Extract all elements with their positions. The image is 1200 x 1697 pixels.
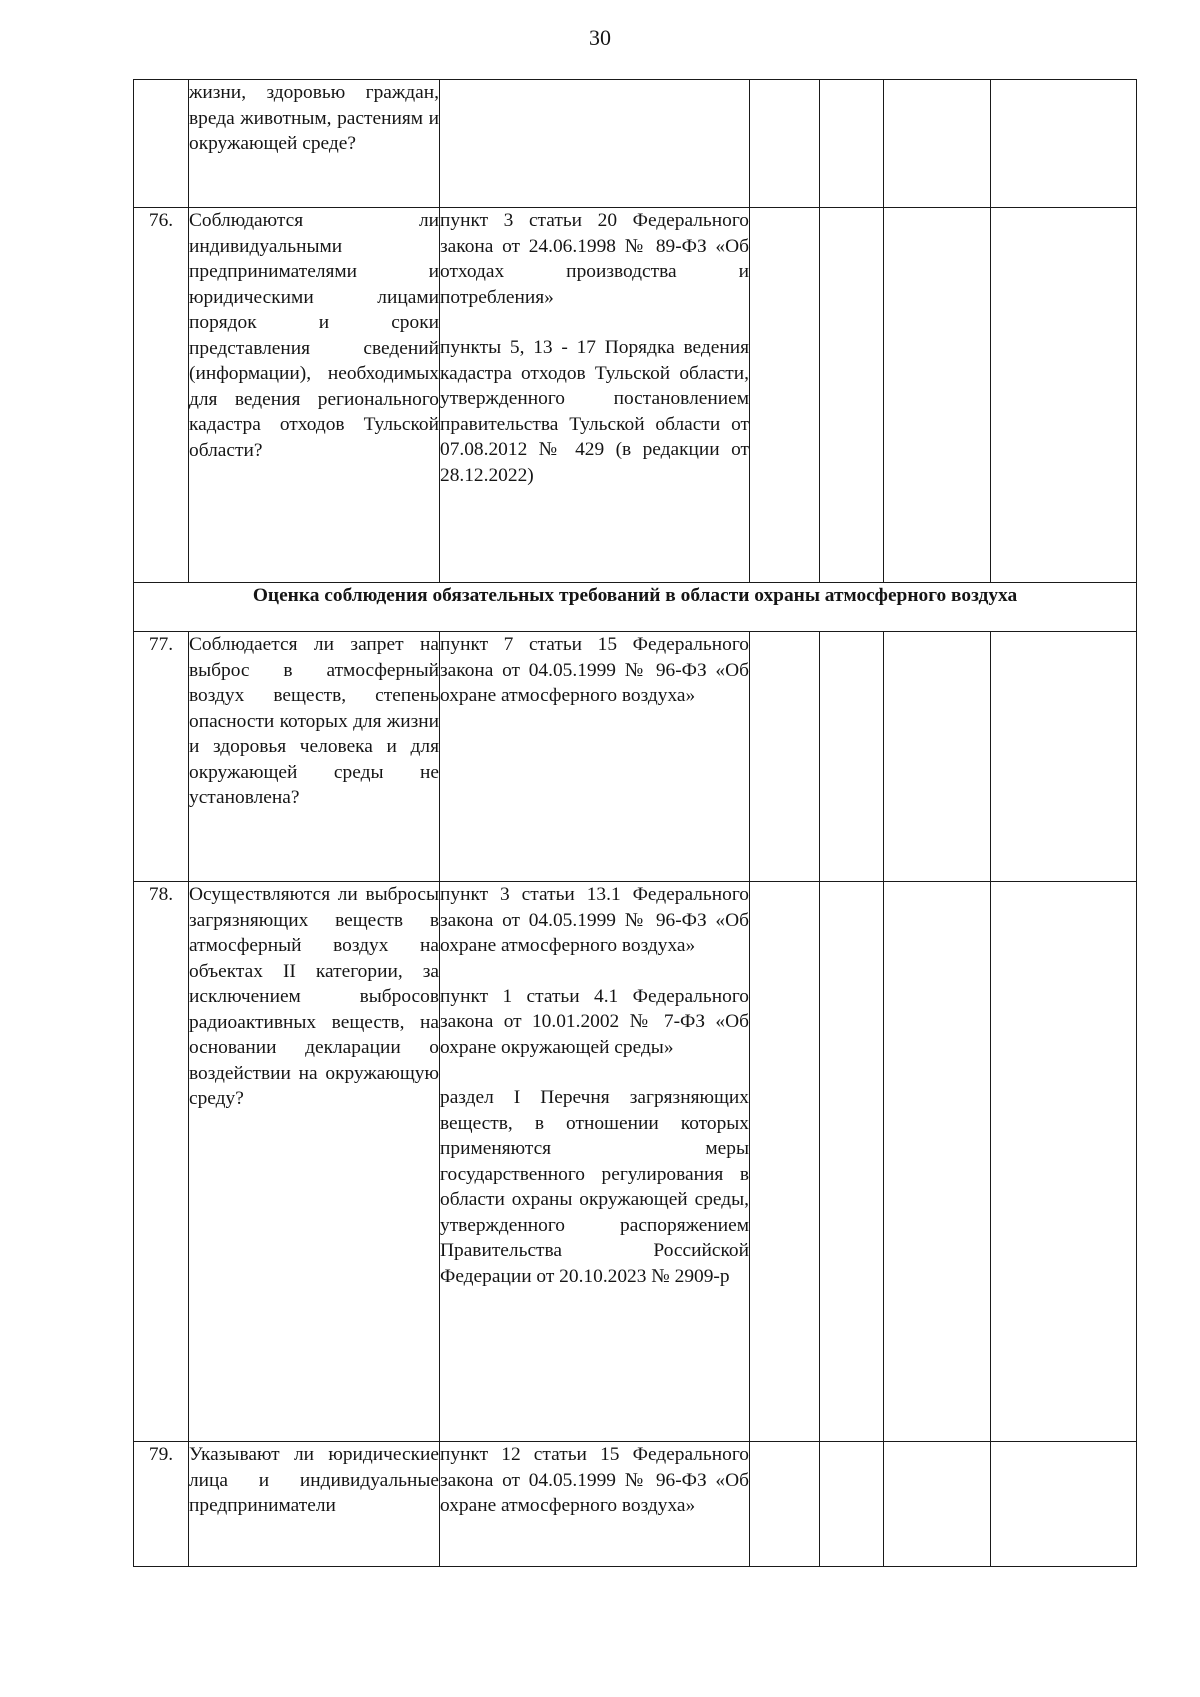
answer-yes-cell — [750, 882, 820, 1442]
reference-cell — [440, 1442, 750, 1567]
answer-no-cell — [820, 208, 884, 583]
answer-yes-cell — [750, 208, 820, 583]
note-cell — [991, 632, 1137, 882]
reference-text: пункт 3 статьи 20 Федерального закона от 24.06.1998 № 89-ФЗ «Об отходах производства и потребления» — [440, 210, 749, 308]
not-applicable-cell — [884, 208, 991, 583]
checklist-table — [133, 79, 1137, 1567]
note-cell — [991, 80, 1137, 208]
row-number: 78. — [134, 882, 189, 1442]
reference-cell — [440, 632, 750, 882]
not-applicable-cell — [884, 1442, 991, 1567]
reference-cell — [440, 208, 750, 583]
table-row — [134, 1442, 1137, 1567]
reference-text: пункт 7 статьи 15 Федерального закона от 04.05.1999 № 96-ФЗ «Об охране атмосферного воздуха» — [440, 634, 749, 706]
reference-text: пункты 5, 13 - 17 Порядка ведения кадастра отходов Тульской области, утвержденного постановлением правительства Тульской области от 07.08.2012 № 429 (в редакции от 28.12.2022) — [440, 337, 749, 486]
answer-yes-cell — [750, 632, 820, 882]
question-cell: Осуществляются ли выбросы загрязняющих веществ в атмосферный воздух на объектах II категории, за исключением выбросов радиоактивных веществ, на основании декларации о воздействии на окружающую среду? — [189, 882, 440, 1442]
not-applicable-cell — [884, 80, 991, 208]
answer-no-cell — [820, 632, 884, 882]
section-title: Оценка соблюдения обязательных требований в области охраны атмосферного воздуха — [134, 583, 1137, 632]
question-cell: Соблюдается ли запрет на выброс в атмосферный воздух веществ, степень опасности которых для жизни и здоровья человека и для окружающей среды не установлена? — [189, 632, 440, 882]
note-cell — [991, 208, 1137, 583]
not-applicable-cell — [884, 882, 991, 1442]
not-applicable-cell — [884, 632, 991, 882]
question-cell: Указывают ли юридические лица и индивидуальные предприниматели — [189, 1442, 440, 1567]
reference-text: пункт 1 статьи 4.1 Федерального закона от 10.01.2002 № 7-ФЗ «Об охране окружающей среды» — [440, 985, 749, 1058]
table-row — [134, 208, 1137, 583]
answer-no-cell — [820, 80, 884, 208]
row-number — [134, 80, 189, 208]
note-cell — [991, 882, 1137, 1442]
reference-text: пункт 12 статьи 15 Федерального закона от 04.05.1999 № 96-ФЗ «Об охране атмосферного воздуха» — [440, 1444, 749, 1516]
table-row — [134, 632, 1137, 882]
answer-yes-cell — [750, 1442, 820, 1567]
reference-cell — [440, 80, 750, 208]
reference-text: пункт 3 статьи 13.1 Федерального закона от 04.05.1999 № 96-ФЗ «Об охране атмосферного воздуха» — [440, 884, 749, 956]
reference-cell — [440, 882, 750, 1442]
row-number: 76. — [134, 208, 189, 583]
answer-no-cell — [820, 1442, 884, 1567]
table-row — [134, 80, 1137, 208]
page-number: 30 — [589, 25, 611, 50]
answer-no-cell — [820, 882, 884, 1442]
section-header-row — [134, 583, 1137, 632]
row-number: 77. — [134, 632, 189, 882]
answer-yes-cell — [750, 80, 820, 208]
question-cell: жизни, здоровью граждан, вреда животным, растениям и окружающей среде? — [189, 80, 440, 208]
reference-text: раздел I Перечня загрязняющих веществ, в отношении которых применяются меры государственного регулирования в области охраны окружающей среды, утвержденного распоряжением Правительства Российской Федерации от 20.10.2023 № 2909-р — [440, 1087, 749, 1287]
row-number: 79. — [134, 1442, 189, 1567]
question-cell: Соблюдаются ли индивидуальными предпринимателями и юридическими лицами порядок и сроки представления сведений (информации), необходимых для ведения регионального кадастра отходов Тульской области? — [189, 208, 440, 583]
note-cell — [991, 1442, 1137, 1567]
table-row — [134, 882, 1137, 1442]
